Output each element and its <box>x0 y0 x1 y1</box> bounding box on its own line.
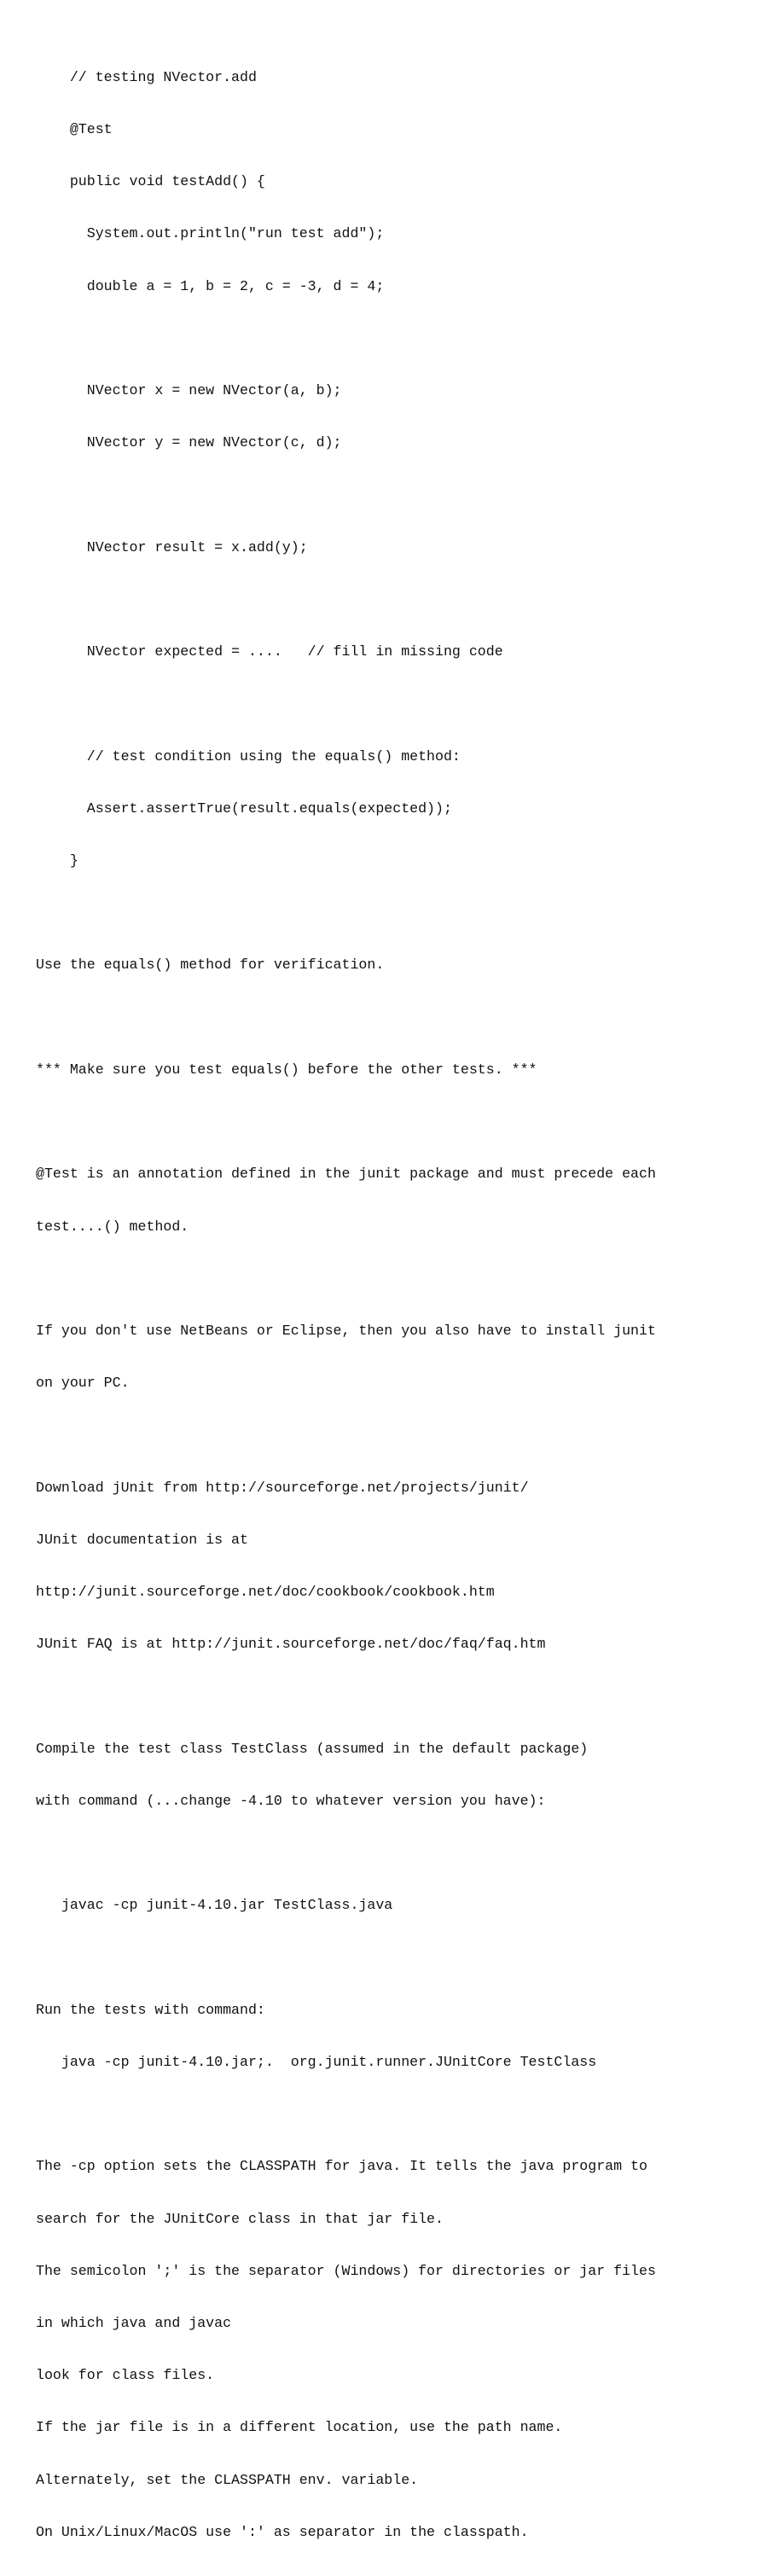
blank-line <box>36 1845 761 1862</box>
blank-line <box>36 2106 761 2123</box>
code-assert-line: Assert.assertTrue(result.equals(expected)); <box>36 800 452 817</box>
run-command-line: java -cp junit-4.10.jar;. org.junit.runner.JUnitCore TestClass <box>36 2053 597 2070</box>
code-vector-y-line: NVector y = new NVector(c, d); <box>36 434 342 451</box>
text-line: The -cp option sets the CLASSPATH for java. It tells the java program to <box>36 2158 647 2175</box>
code-comment-line: // testing NVector.add <box>36 68 257 85</box>
text-line: JUnit documentation is at <box>36 1531 248 1548</box>
text-line: On Unix/Linux/MacOS use ':' as separator in the classpath. <box>36 2523 529 2540</box>
text-line: Run the tests with command: <box>36 2001 265 2018</box>
faq-link-line[interactable]: JUnit FAQ is at http://junit.sourceforge.net/doc/faq/faq.htm <box>36 1636 546 1653</box>
blank-line <box>36 1688 761 1705</box>
blank-line <box>36 1009 761 1026</box>
compile-command-line: javac -cp junit-4.10.jar TestClass.java <box>36 1897 393 1914</box>
blank-line <box>36 487 761 504</box>
text-line: on your PC. <box>36 1375 130 1392</box>
document-text <box>36 34 761 2576</box>
code-declaration-line: double a = 1, b = 2, c = -3, d = 4; <box>36 277 385 294</box>
text-line: search for the JUnitCore class in that jar file. <box>36 2210 444 2227</box>
text-line: If the jar file is in a different location, use the path name. <box>36 2419 563 2436</box>
blank-line <box>36 330 761 347</box>
download-link-line[interactable]: Download jUnit from http://sourceforge.net/projects/junit/ <box>36 1479 529 1496</box>
blank-line <box>36 904 761 922</box>
blank-line <box>36 1427 761 1444</box>
text-line: look for class files. <box>36 2367 215 2384</box>
text-line: in which java and javac <box>36 2315 232 2332</box>
text-line: If you don't use NetBeans or Eclipse, then you also have to install junit <box>36 1322 656 1339</box>
blank-line <box>36 1271 761 1288</box>
text-line: Compile the test class TestClass (assumed in the default package) <box>36 1740 589 1757</box>
code-result-line: NVector result = x.add(y); <box>36 538 308 555</box>
code-expected-line: NVector expected = .... // fill in missing code <box>36 643 503 660</box>
code-annotation-line: @Test <box>36 121 113 138</box>
text-line: The semicolon ';' is the separator (Windows) for directories or jar files <box>36 2262 656 2279</box>
blank-line <box>36 1950 761 1967</box>
text-line: with command (...change -4.10 to whatever version you have): <box>36 1792 546 1809</box>
code-vector-x-line: NVector x = new NVector(a, b); <box>36 382 342 399</box>
code-println-line: System.out.println("run test add"); <box>36 225 385 242</box>
blank-line <box>36 591 761 608</box>
code-method-signature-line: public void testAdd() { <box>36 173 265 190</box>
blank-line <box>36 695 761 712</box>
code-test-comment-line: // test condition using the equals() method: <box>36 747 461 765</box>
documentation-link-line[interactable]: http://junit.sourceforge.net/doc/cookbook/cookbook.htm <box>36 1584 495 1601</box>
text-line: Alternately, set the CLASSPATH env. variable. <box>36 2471 419 2488</box>
text-line: @Test is an annotation defined in the junit package and must precede each <box>36 1166 656 1183</box>
warning-line: *** Make sure you test equals() before the other tests. *** <box>36 1061 537 1078</box>
text-line: Use the equals() method for verification. <box>36 957 385 974</box>
blank-line <box>36 1114 761 1131</box>
text-line: test....() method. <box>36 1218 189 1235</box>
code-closing-brace-line: } <box>36 852 78 869</box>
